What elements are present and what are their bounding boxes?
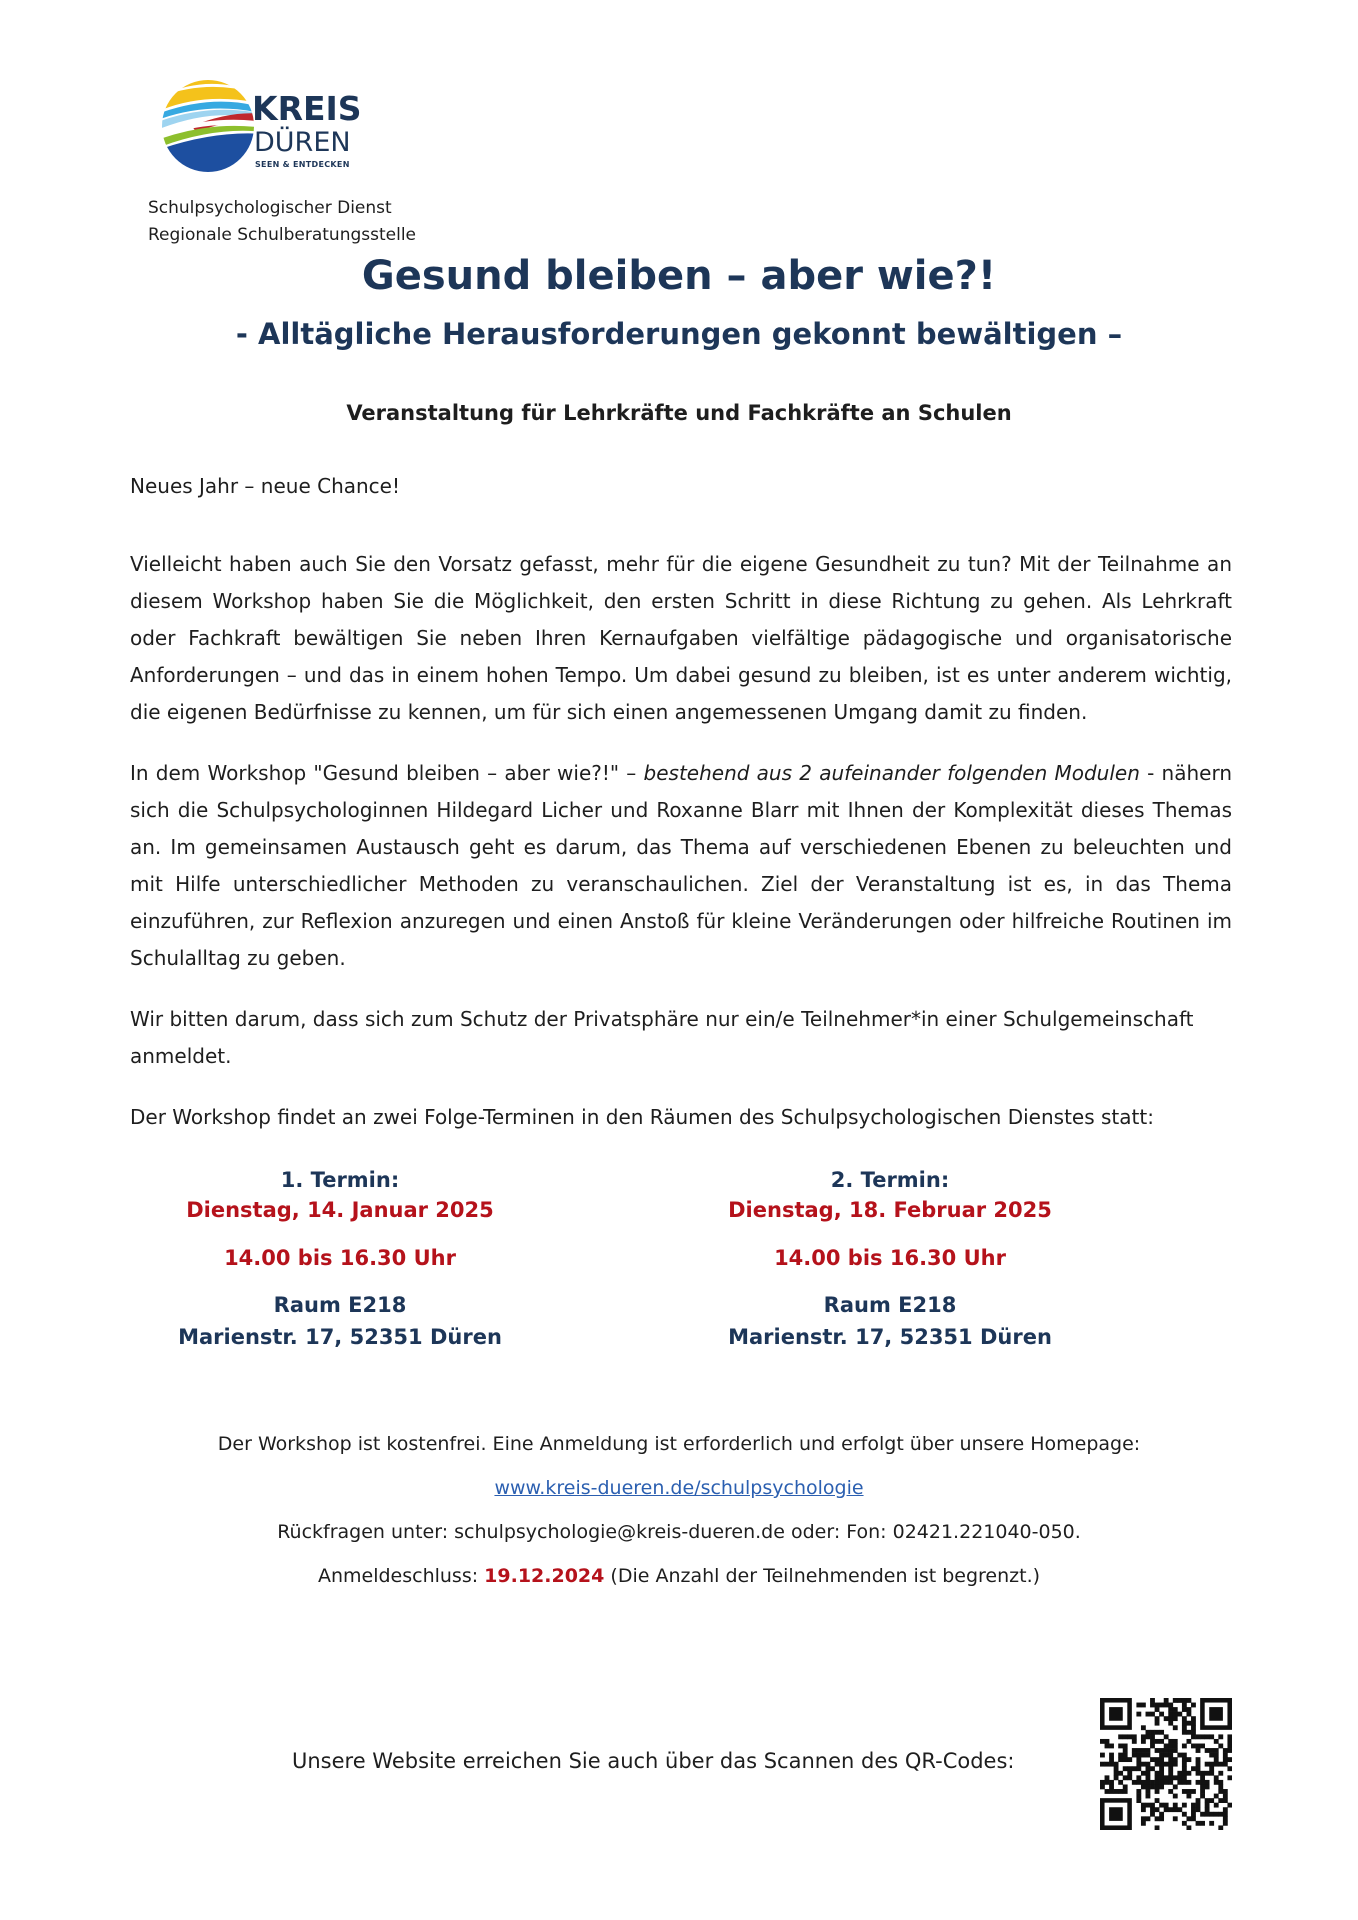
paragraph-2 — [130, 755, 1232, 977]
deadline-date: 19.12.2024 — [484, 1565, 605, 1587]
target-audience: Veranstaltung für Lehrkräfte und Fachkräfte an Schulen — [346, 401, 1012, 425]
termin-1-date: Dienstag, 14. Januar 2025 — [186, 1198, 494, 1222]
termin-1-label: 1. Termin: — [280, 1168, 400, 1192]
deadline-note: (Die Anzahl der Teilnehmenden ist begrenzt.) — [604, 1565, 1041, 1587]
deadline-label: Anmeldeschluss: — [317, 1565, 485, 1587]
org-line-1: Schulpsychologischer Dienst — [148, 198, 392, 218]
org-line-2: Regionale Schulberatungsstelle — [148, 225, 417, 245]
paragraph-1: Vielleicht haben auch Sie den Vorsatz gefasst, mehr für die eigene Gesundheit zu tun? Mit der Teilnahme an diesem Workshop haben Sie die Möglichkeit, den ersten Schritt in diese Richtung zu gehen. Als Lehrkraft oder Fachkraft bewältigen Sie neben Ihren Kernaufgaben vielfältige pädagogische und organisatorische Anforderungen – und das in einem hohen Tempo. Um dabei gesund zu bleiben, ist es unter anderem wichtig, die eigenen Bedürfnisse zu kennen, um für sich einen angemessenen Umgang damit zu finden. — [130, 552, 1232, 724]
paragraph-2-start: In dem Workshop "Gesund bleiben – aber wie?!" – — [130, 761, 644, 785]
body-text — [130, 468, 1232, 1160]
termin-1-address: Marienstr. 17, 52351 Düren — [178, 1325, 502, 1349]
termin-1-room: Raum E218 — [273, 1293, 407, 1317]
logo-tagline: SEEN & ENTDECKEN — [255, 160, 350, 169]
paragraph-3: Wir bitten darum, dass sich zum Schutz der Privatsphäre nur ein/e Teilnehmer*in einer Schulgemeinschaft anmeldet. — [130, 1007, 1194, 1068]
termin-2-address: Marienstr. 17, 52351 Düren — [728, 1325, 1052, 1349]
logo-circle-icon — [152, 70, 264, 182]
termin-2 — [680, 1165, 1100, 1353]
homepage-link[interactable]: www.kreis-dueren.de/schulpsychologie — [494, 1477, 864, 1499]
termin-2-label: 2. Termin: — [830, 1168, 950, 1192]
page-subtitle: - Alltägliche Herausforderungen gekonnt bewältigen – — [235, 317, 1123, 351]
paragraph-4: Der Workshop findet an zwei Folge-Terminen in den Räumen des Schulpsychologischen Dienstes statt: — [130, 1105, 1154, 1129]
logo-word-kreis: KREIS — [252, 89, 362, 128]
organization-name — [148, 195, 416, 249]
contact-line: Rückfragen unter: schulpsychologie@kreis-dueren.de oder: Fon: 02421.221040-050. — [277, 1521, 1081, 1543]
paragraph-2-italic: bestehend aus 2 aufeinander folgenden Modulen — [643, 761, 1140, 785]
page-title: Gesund bleiben – aber wie?! — [361, 253, 997, 299]
qr-code-icon[interactable] — [1100, 1698, 1232, 1830]
intro-paragraph: Neues Jahr – neue Chance! — [130, 474, 400, 498]
termin-2-time: 14.00 bis 16.30 Uhr — [774, 1246, 1006, 1270]
registration-line: Der Workshop ist kostenfrei. Eine Anmeldung ist erforderlich und erfolgt über unsere Homepage: — [217, 1433, 1141, 1455]
termin-2-date: Dienstag, 18. Februar 2025 — [728, 1198, 1052, 1222]
termin-2-room: Raum E218 — [823, 1293, 957, 1317]
termin-1-time: 14.00 bis 16.30 Uhr — [224, 1246, 456, 1270]
logo-word-dueren: DÜREN — [254, 127, 351, 158]
kreis-dueren-logo — [138, 68, 368, 186]
termin-1 — [130, 1165, 550, 1353]
deadline-line — [0, 1554, 1358, 1598]
paragraph-2-end: - nähern sich die Schulpsychologinnen Hildegard Licher und Roxanne Blarr mit Ihnen der Komplexität dieses Themas an. Im gemeinsamen Austausch geht es darum, das Thema auf verschiedenen Ebenen zu beleuchten und mit Hilfe unterschiedlicher Methoden zu veranschaulichen. Ziel der Veranstaltung ist es, in das Thema einzuführen, zur Reflexion anzuregen und einen Anstoß für kleine Veränderungen oder hilfreiche Routinen im Schulalltag zu geben. — [130, 761, 1233, 970]
registration-info — [0, 1422, 1358, 1598]
qr-caption: Unsere Website erreichen Sie auch über das Scannen des QR-Codes: — [292, 1749, 1015, 1773]
